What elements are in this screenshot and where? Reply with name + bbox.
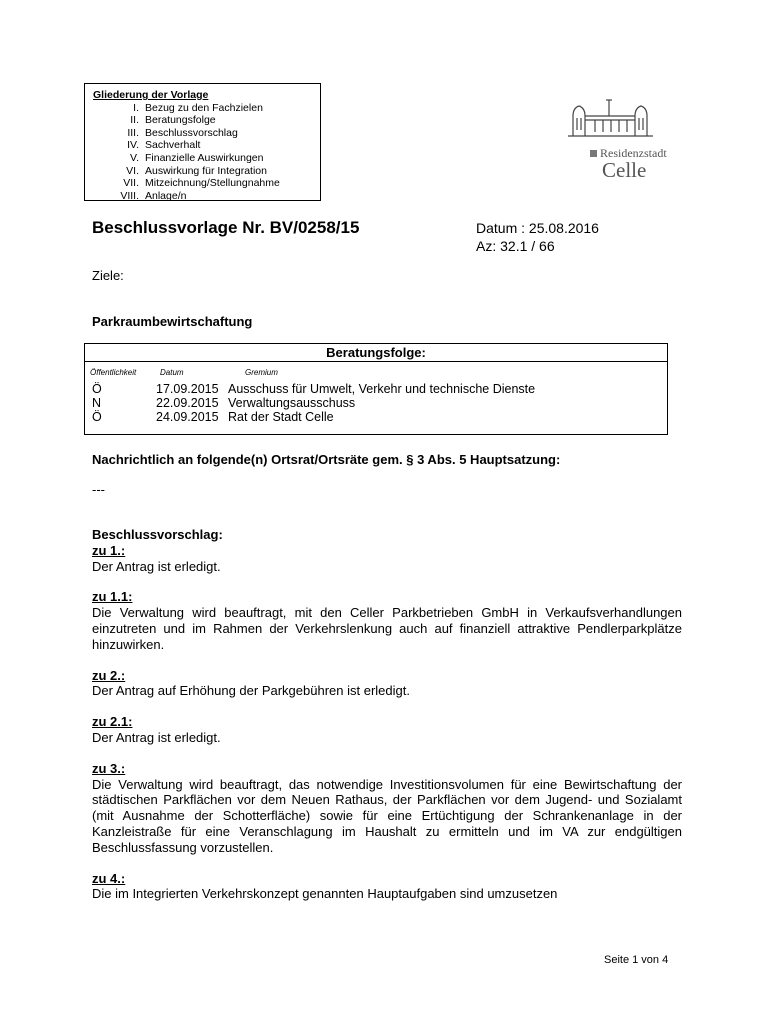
outline-item-text: Mitzeichnung/Stellungnahme [145,177,280,190]
logo-celle: Celle [602,158,647,182]
section-text: Die Verwaltung wird beauftragt, mit den Celler Parkbetrieben GmbH in Verkaufsverhandlungen einzutreten und im Rahmen der Verkehrslenkung auch auf finanziell attraktive Pendlerparkplätze hinzuwirken. [92,605,682,652]
outline-item [93,190,312,203]
page-number: Seite 1 von 4 [604,954,669,966]
column-date: Datum [160,368,184,377]
document-title: Beschlussvorlage Nr. BV/0258/15 [92,218,360,237]
proposal-section [92,527,682,902]
outline-item [93,127,312,140]
outline-title: Gliederung der Vorlage [93,89,209,101]
notice-dash: --- [92,482,105,497]
consultation-row [85,382,667,396]
section-label: zu 1.: [92,542,126,558]
outline-item-text: Bezug zu den Fachzielen [145,101,263,114]
outline-item-text: Beschlussvorschlag [145,126,238,139]
row-date: 24.09.2015 [156,410,219,424]
row-public: N [92,396,102,410]
outline-item-number: I. [133,101,139,114]
section-label: zu 2.1: [92,714,133,730]
castle-logo-icon [565,94,660,144]
outline-item [93,114,312,127]
consultation-heading: Beratungsfolge: [85,344,667,362]
outline-item-number: IV. [127,139,139,152]
section-text: Die Verwaltung wird beauftragt, das notwendige Investitionsvolumen für eine Bewirtschaftung der städtischen Parkflächen vor dem Neuen Rathaus, der Parkflächen vor dem Jugend- und Sozialamt (mit Ausnahme der Schotterfläche) sowie für eine Ertüchtigung der Schrankenanlage in der Kanzleistraße für eine Veranschlagung im Haushalt zu ermitteln und im VA zur endgültigen Beschlussfassung vorzustellen. [92,776,682,855]
outline-item [93,102,312,115]
outline-item [93,165,312,178]
outline-item-number: VI. [126,164,139,177]
outline-item-text: Beratungsfolge [145,114,216,127]
proposal-heading: Beschlussvorschlag: [92,527,223,542]
consultation-columns [85,362,667,382]
section-label: zu 1.1: [92,589,133,605]
outline-box [84,83,321,201]
outline-item [93,152,312,165]
section-label: zu 3.: [92,760,126,776]
outline-item [93,139,312,152]
outline-item-text: Sachverhalt [145,139,201,152]
column-public: Öffentlichkeit [90,368,137,377]
outline-item-number: VIII. [120,189,139,202]
section-text: Der Antrag ist erledigt. [92,729,221,745]
city-logo [565,94,685,184]
subject-heading: Parkraumbewirtschaftung [92,314,253,329]
outline-item-number: V. [130,151,139,164]
section-label: zu 2.: [92,667,126,683]
row-public: Ö [92,382,102,396]
row-date: 17.09.2015 [156,382,219,396]
consultation-table [84,343,668,435]
consultation-row [85,396,667,410]
outline-item [93,177,312,190]
document-reference: Az: 32.1 / 66 [476,238,555,254]
logo-line1: Residenzstadt [600,146,667,160]
section-text: Die im Integrierten Verkehrskonzept genannten Hauptaufgaben sind umzusetzen [92,886,558,902]
section-text: Der Antrag ist erledigt. [92,558,221,574]
outline-item-number: II. [130,114,139,127]
row-date: 22.09.2015 [156,396,219,410]
document-date: Datum : 25.08.2016 [476,220,599,236]
outline-item-number: VII. [123,177,139,190]
row-body: Ausschuss für Umwelt, Verkehr und technische Dienste [228,382,536,396]
section-label: zu 4.: [92,870,126,886]
logo-square-icon [590,150,597,157]
row-public: Ö [92,410,102,424]
consultation-row [85,410,667,424]
column-body: Gremium [245,368,278,377]
row-body: Verwaltungsausschuss [228,396,356,410]
notice-heading: Nachrichtlich an folgende(n) Ortsrat/Ortsräte gem. § 3 Abs. 5 Hauptsatzung: [92,452,561,467]
section-text: Der Antrag auf Erhöhung der Parkgebühren ist erledigt. [92,683,410,699]
goals-label: Ziele: [92,268,124,283]
outline-item-text: Auswirkung für Integration [145,164,267,177]
outline-item-number: III. [127,126,139,139]
outline-item-text: Finanzielle Auswirkungen [145,151,264,164]
outline-item-text: Anlage/n [145,189,187,202]
row-body: Rat der Stadt Celle [228,410,334,424]
